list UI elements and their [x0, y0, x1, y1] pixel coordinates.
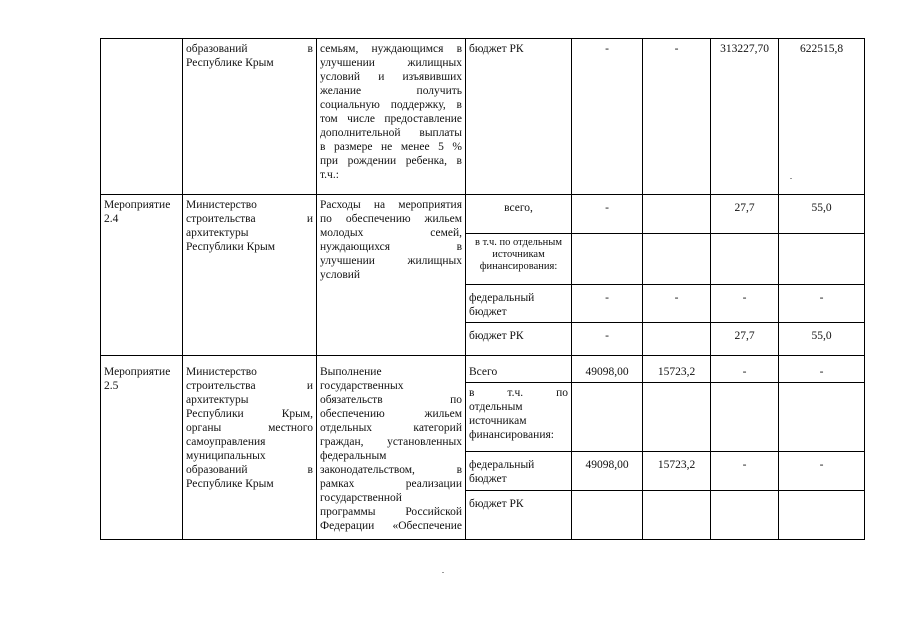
measure-cell: [101, 195, 183, 356]
description-line: дополнительной выплаты: [320, 127, 462, 139]
value-cell: [643, 491, 711, 540]
value-cell: [779, 234, 865, 285]
value-cell: [779, 383, 865, 452]
description-line: том числе предоставление: [320, 113, 462, 125]
value-cell: 15723,2: [643, 452, 711, 491]
value-cell: [643, 195, 711, 234]
executor-line: строительства и: [186, 213, 313, 225]
executor-line: Республике Крым: [186, 57, 274, 69]
budget-table: [100, 38, 865, 540]
executor-line: Республики Крым: [186, 241, 275, 253]
description-line: государственных: [320, 380, 404, 392]
value-cell: 15723,2: [643, 356, 711, 383]
description-line: улучшении жилищных: [320, 255, 462, 267]
source-line: отдельным: [469, 401, 523, 413]
description-line: Расходы на мероприятия: [320, 199, 462, 211]
description-line: улучшении жилищных: [320, 57, 462, 69]
description-line: в размере не менее 5 %: [320, 141, 462, 153]
value-cell: 27,7: [711, 323, 779, 356]
executor-line: образований в: [186, 464, 313, 476]
value-cell: 55,0: [779, 195, 865, 234]
description-line: отдельных категорий: [320, 422, 462, 434]
executor-line: самоуправления: [186, 436, 266, 448]
measure-cell: [101, 356, 183, 540]
description-line: условий: [320, 269, 361, 281]
description-cell: [317, 39, 466, 195]
executor-line: Республике Крым: [186, 478, 274, 490]
description-line: законодательством, в: [320, 464, 462, 476]
value-cell: [711, 491, 779, 540]
source-line: в т.ч. по: [469, 387, 568, 399]
source-cell: [466, 383, 572, 452]
table-row: [101, 356, 865, 383]
value-cell: [711, 383, 779, 452]
value-cell: -: [711, 285, 779, 323]
measure-label: Мероприятие: [104, 199, 171, 211]
description-line: обеспечению жильем: [320, 408, 462, 420]
description-line: при рождении ребенка, в: [320, 155, 462, 167]
value-cell: -: [572, 195, 643, 234]
value-cell: [779, 491, 865, 540]
description-line: нуждающихся в: [320, 241, 462, 253]
description-line: молодых семей,: [320, 227, 462, 239]
executor-line: строительства и: [186, 380, 313, 392]
executor-cell: [183, 39, 317, 195]
value-cell: 622515,8: [779, 39, 865, 195]
value-cell: -: [711, 452, 779, 491]
value-cell: [711, 234, 779, 285]
value-cell: -: [779, 285, 865, 323]
executor-line: муниципальных: [186, 450, 266, 462]
value-cell: -: [643, 285, 711, 323]
description-line: семьям, нуждающимся в: [320, 43, 462, 55]
description-line: т.ч.:: [320, 169, 339, 181]
value-cell: -: [779, 356, 865, 383]
source-cell: бюджет РК: [466, 39, 572, 195]
measure-label: Мероприятие: [104, 366, 171, 378]
executor-line: архитектуры: [186, 227, 249, 239]
value-cell: [643, 234, 711, 285]
executor-line: Министерство: [186, 366, 257, 378]
value-cell: -: [779, 452, 865, 491]
scan-speck: [442, 572, 444, 573]
executor-line: Министерство: [186, 199, 257, 211]
measure-number: 2.4: [104, 213, 119, 225]
source-cell: в т.ч. по отдельным источникам финансирования:: [466, 234, 572, 285]
executor-cell: [183, 195, 317, 356]
description-line: федеральным: [320, 450, 387, 462]
description-line: рамках реализации: [320, 478, 462, 490]
measure-cell: [101, 39, 183, 195]
description-line: Выполнение: [320, 366, 382, 378]
value-cell: [643, 383, 711, 452]
description-cell: [317, 356, 466, 540]
description-line: по обеспечению жильем: [320, 213, 462, 225]
description-line: социальную поддержку, в: [320, 99, 462, 111]
value-cell: [572, 491, 643, 540]
value-cell: -: [711, 356, 779, 383]
source-cell: всего,: [466, 195, 572, 234]
value-cell: [572, 383, 643, 452]
measure-number: 2.5: [104, 380, 119, 392]
description-line: граждан, установленных: [320, 436, 462, 448]
description-line: программы Российской: [320, 506, 462, 518]
executor-cell: [183, 356, 317, 540]
value-cell: 49098,00: [572, 452, 643, 491]
table-row: [101, 195, 865, 234]
source-cell: бюджет РК: [466, 323, 572, 356]
value-cell: -: [572, 39, 643, 195]
executor-line: архитектуры: [186, 394, 249, 406]
value-cell: -: [572, 323, 643, 356]
source-line: финансирования:: [469, 429, 554, 441]
value-cell: -: [643, 39, 711, 195]
executor-line: образований в: [186, 43, 313, 55]
description-line: желание получить: [320, 85, 462, 97]
value-cell: 55,0: [779, 323, 865, 356]
executor-line: Республики Крым,: [186, 408, 313, 420]
value-cell: -: [572, 285, 643, 323]
value-cell: [572, 234, 643, 285]
scan-speck: [790, 178, 792, 179]
value-cell: [643, 323, 711, 356]
value-cell: 313227,70: [711, 39, 779, 195]
description-line: Федерации «Обеспечение: [320, 520, 462, 532]
source-line: источникам: [469, 415, 527, 427]
description-cell: [317, 195, 466, 356]
source-cell: Всего: [466, 356, 572, 383]
source-cell: федеральный бюджет: [466, 452, 572, 491]
source-cell: федеральный бюджет: [466, 285, 572, 323]
description-line: обязательств по: [320, 394, 462, 406]
value-cell: 49098,00: [572, 356, 643, 383]
description-line: государственной: [320, 492, 402, 504]
value-cell: 27,7: [711, 195, 779, 234]
source-cell: бюджет РК: [466, 491, 572, 540]
table-row: [101, 39, 865, 195]
executor-line: органы местного: [186, 422, 313, 434]
description-line: условий и изъявивших: [320, 71, 462, 83]
